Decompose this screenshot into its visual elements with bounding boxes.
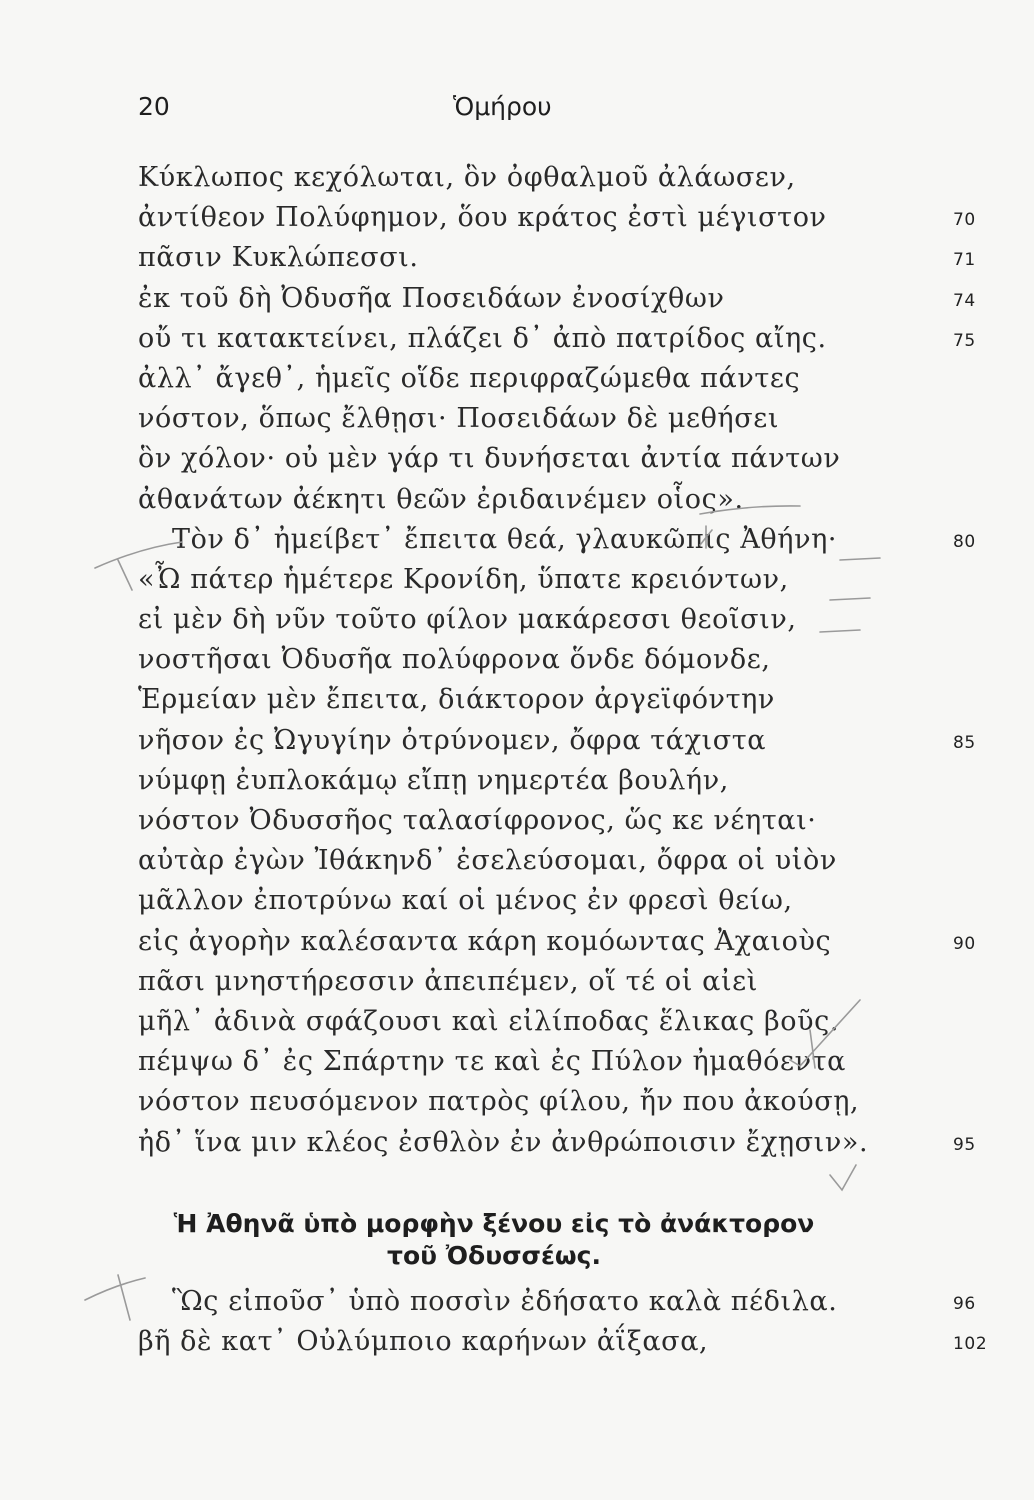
running-title: Ὁμήρου [453,92,552,121]
verse-line [138,359,988,399]
verse-text: βῆ δὲ κατ᾽ Οὐλύμποιο καρήνων ἀΐξασα, [138,1326,709,1358]
verse-line [138,680,988,720]
line-number: 102 [953,1334,988,1355]
verse-line [138,640,988,680]
verse-line [138,439,988,479]
verse-text: νοστῆσαι Ὀδυσῆα πολύφρονα ὅνδε δόμονδε, [138,644,771,676]
verse-line [138,1002,988,1042]
verse-line [138,198,988,238]
line-number: 71 [953,250,976,271]
pencil-check-mark [830,1165,856,1190]
verse-line [138,721,988,761]
line-number: 75 [953,330,976,351]
verse-text: ὃν χόλον· οὐ μὲν γάρ τι δυνήσεται ἀντία πάντων [138,443,841,475]
verse-text: Ὣς εἰποῦσ᾽ ὑπὸ ποσσὶν ἐδήσατο καλὰ πέδιλα. [172,1286,838,1317]
verse-line [138,158,988,198]
verse-line [138,560,988,600]
page-header [138,92,938,132]
section-heading-line-2: τοῦ Ὀδυσσέως. [387,1241,601,1270]
verse-text: Ἑρμείαν μὲν ἔπειτα, διάκτορον ἀργεϊφόντην [138,684,775,716]
verse-line [138,279,988,319]
line-number: 95 [953,1134,976,1155]
verse-text: μῆλ᾽ ἀδινὰ σφάζουσι καὶ εἰλίποδας ἕλικας βοῦς. [138,1005,840,1037]
verse-text: εἰς ἀγορὴν καλέσαντα κάρη κομόωντας Ἀχαιοὺς [138,925,832,957]
verse-text: ἀντίθεον Πολύφημον, ὅου κράτος ἐστὶ μέγιστον [138,202,827,234]
line-number: 74 [953,290,976,311]
verse-text: νόστον, ὅπως ἔλθῃσι· Ποσειδάων δὲ μεθήσει [138,403,780,435]
line-number: 80 [953,531,976,552]
page-number: 20 [138,92,170,121]
verse-line [138,881,988,921]
verse-line [138,1082,988,1122]
verse-line [138,1322,988,1362]
verse-text: νόστον Ὀδυσσῆος ταλασίφρονος, ὥς κε νέηται· [138,805,817,836]
verse-line [138,922,988,962]
verse-text: νόστον πευσόμενον πατρὸς φίλου, ἤν που ἀκούσῃ, [138,1086,860,1118]
line-number: 85 [953,732,976,753]
verse-line [138,1123,988,1163]
verse-text: «Ὦ πάτερ ἡμέτερε Κρονίδη, ὕπατε κρειόντων, [138,563,789,595]
verse-text: πᾶσιν Κυκλώπεσσι. [138,242,419,274]
line-number: 90 [953,933,976,954]
verse-line [138,1042,988,1082]
verse-line [138,600,988,640]
verse-line [138,801,988,841]
line-number: 96 [953,1294,976,1314]
verse-text: Κύκλωπος κεχόλωται, ὃν ὀφθαλμοῦ ἀλάωσεν, [138,162,796,193]
verse-text: Τὸν δ᾽ ἠμείβετ᾽ ἔπειτα θεά, γλαυκῶπις Ἀθήνη· [172,523,838,555]
section-heading-line-1: Ἡ Ἀθηνᾶ ὑπὸ μορφὴν ξένου εἰς τὸ ἀνάκτορον [173,1209,815,1238]
verse-text: αὐτὰρ ἐγὼν Ἰθάκηνδ᾽ ἐσελεύσομαι, ὄφρα οἱ υἱὸν [138,845,837,877]
verse-line [138,962,988,1002]
verse-line [138,480,988,520]
verse-text: νύμφῃ ἐυπλοκάμῳ εἴπῃ νημερτέα βουλήν, [138,764,729,796]
verse-line [138,399,988,439]
line-number: 70 [953,210,976,231]
verse-text: ἠδ᾽ ἵνα μιν κλέος ἐσθλὸν ἐν ἀνθρώποισιν ἔχῃσιν». [138,1126,869,1158]
verse-text: οὔ τι κατακτείνει, πλάζει δ᾽ ἀπὸ πατρίδος αἴης. [138,322,827,354]
section-heading [138,1208,850,1272]
verse-line [138,1282,988,1322]
verse-line [138,319,988,359]
verse-text: μᾶλλον ἐποτρύνω καί οἱ μένος ἐν φρεσὶ θείω, [138,885,793,917]
verse-line [138,761,988,801]
verse-text: ἀλλ᾽ ἄγεθ᾽, ἡμεῖς οἵδε περιφραζώμεθα πάντες [138,362,801,394]
pencil-check-mark [85,1275,145,1320]
verse-line [138,238,988,278]
verse-line [138,841,988,881]
verse-text: πᾶσι μνηστήρεσσιν ἀπειπέμεν, οἵ τέ οἱ αἰεὶ [138,965,758,997]
verse-text: ἀθανάτων ἀέκητι θεῶν ἐριδαινέμεν οἷος». [138,483,744,515]
verse-text: εἰ μὲν δὴ νῦν τοῦτο φίλον μακάρεσσι θεοῖσιν, [138,604,797,636]
verse-text: νῆσον ἐς Ὠγυγίην ὀτρύνομεν, ὄφρα τάχιστα [138,724,767,756]
verse-line [138,520,988,560]
verse-block-continued [138,1282,988,1362]
verse-text: ἐκ τοῦ δὴ Ὀδυσῆα Ποσειδάων ἐνοσίχθων [138,282,725,314]
verse-block [138,158,988,1163]
verse-text: πέμψω δ᾽ ἐς Σπάρτην τε καὶ ἐς Πύλον ἠμαθόεντα [138,1046,846,1078]
